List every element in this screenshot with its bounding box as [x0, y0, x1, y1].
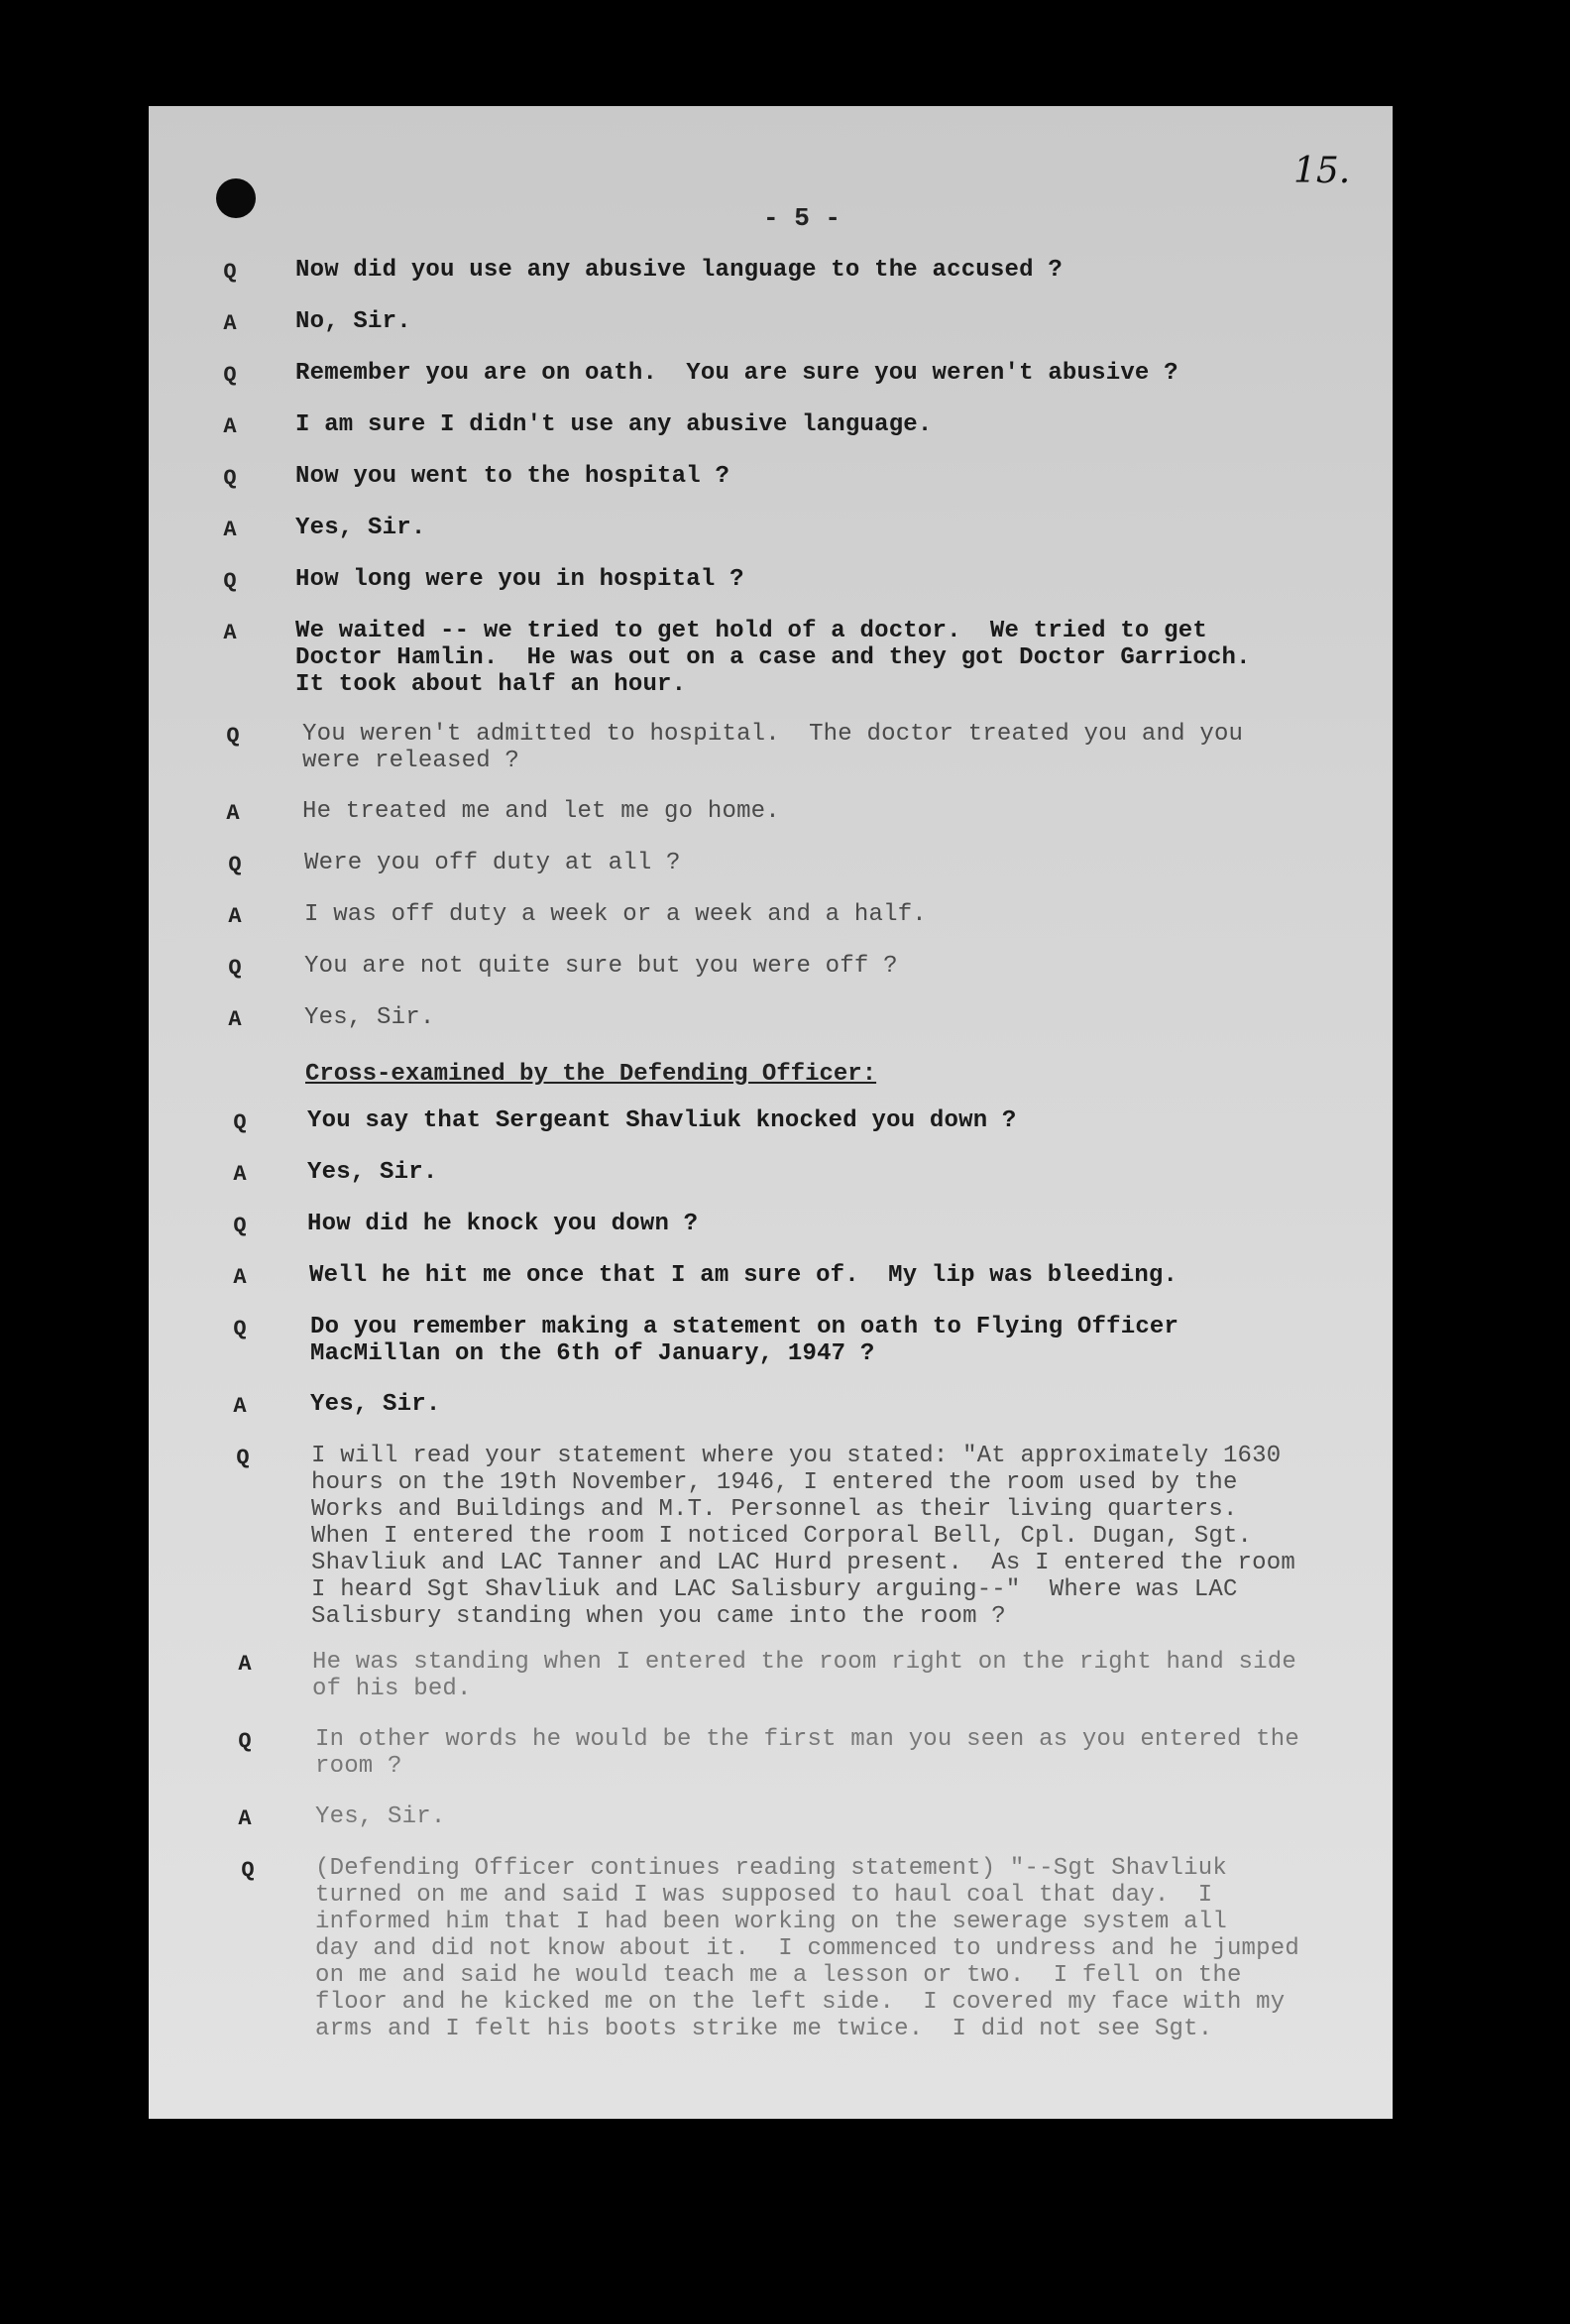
answer-text	[315, 1803, 445, 1830]
text-line: Works and Buildings and M.T. Personnel as their living quarters.	[311, 1496, 1238, 1523]
text-line: of his bed.	[312, 1676, 472, 1702]
question-text	[307, 1107, 1017, 1134]
text-line: Doctor Hamlin. He was out on a case and they got Doctor Garrioch.	[295, 644, 1251, 671]
text-line: MacMillan on the 6th of January, 1947 ?	[310, 1340, 875, 1367]
text-line: It took about half an hour.	[295, 671, 687, 698]
text-line: were released ?	[302, 748, 520, 774]
speaker-mark: A	[223, 621, 237, 645]
question-text	[295, 463, 729, 490]
speaker-mark: Q	[233, 1214, 247, 1238]
speaker-mark: A	[238, 1806, 252, 1831]
answer-text	[304, 901, 927, 928]
text-line: Yes, Sir.	[304, 1004, 435, 1031]
answer-text	[312, 1649, 1296, 1702]
question-text	[315, 1726, 1299, 1780]
question-text	[304, 953, 898, 980]
speaker-mark: Q	[241, 1858, 255, 1883]
question-text	[315, 1855, 1299, 2042]
speaker-mark: Q	[223, 466, 237, 491]
text-line: He was standing when I entered the room right on the right hand side	[312, 1649, 1296, 1676]
text-line: No, Sir.	[295, 308, 411, 335]
speaker-mark: Q	[226, 724, 240, 749]
speaker-mark: Q	[238, 1729, 252, 1754]
answer-text	[304, 1004, 434, 1031]
speaker-mark: Q	[223, 260, 237, 285]
text-line: I will read your statement where you stated: "At approximately 1630	[311, 1443, 1282, 1469]
text-line: Do you remember making a statement on oath to Flying Officer	[310, 1314, 1179, 1340]
question-text	[295, 257, 1063, 284]
speaker-mark: A	[233, 1394, 247, 1419]
question-text	[311, 1443, 1295, 1630]
text-line: How long were you in hospital ?	[295, 566, 744, 593]
text-line: room ?	[315, 1753, 402, 1780]
text-line: Yes, Sir.	[307, 1159, 438, 1186]
question-text	[307, 1211, 698, 1237]
answer-text	[302, 798, 780, 825]
speaker-mark: A	[223, 311, 237, 336]
question-text	[302, 721, 1243, 774]
text-line: Yes, Sir.	[310, 1391, 441, 1418]
text-line: informed him that I had been working on the sewerage system all	[315, 1909, 1227, 1935]
text-line: floor and he kicked me on the left side. I covered my face with my	[315, 1989, 1286, 2016]
text-line: I am sure I didn't use any abusive language.	[295, 411, 933, 438]
text-line: Now you went to the hospital ?	[295, 463, 730, 490]
text-line: Yes, Sir.	[295, 515, 426, 541]
speaker-mark: Q	[223, 363, 237, 388]
text-line: turned on me and said I was supposed to haul coal that day. I	[315, 1882, 1213, 1909]
speaker-mark: A	[233, 1162, 247, 1187]
text-line: Now did you use any abusive language to the accused ?	[295, 257, 1063, 284]
question-text	[295, 566, 744, 593]
text-line: I was off duty a week or a week and a half.	[304, 901, 927, 928]
text-line: day and did not know about it. I commenced to undress and he jumped	[315, 1935, 1299, 1962]
speaker-mark: Q	[228, 956, 242, 981]
text-line: Salisbury standing when you came into the room ?	[311, 1603, 1006, 1630]
answer-text	[295, 515, 425, 541]
speaker-mark: Q	[233, 1110, 247, 1135]
text-line: hours on the 19th November, 1946, I entered the room used by the	[311, 1469, 1238, 1496]
text-line: You weren't admitted to hospital. The doctor treated you and you	[302, 721, 1244, 748]
text-line: Remember you are on oath. You are sure you weren't abusive ?	[295, 360, 1178, 387]
speaker-mark: Q	[236, 1446, 250, 1470]
text-line: When I entered the room I noticed Corporal Bell, Cpl. Dugan, Sgt.	[311, 1523, 1253, 1550]
speaker-mark: A	[223, 414, 237, 439]
answer-text	[309, 1262, 1178, 1289]
text-line: He treated me and let me go home.	[302, 798, 780, 825]
text-line: Well he hit me once that I am sure of. My lip was bleeding.	[309, 1262, 1178, 1289]
page-header: - 5 -	[763, 203, 841, 233]
text-line: Shavliuk and LAC Tanner and LAC Hurd present. As I entered the room	[311, 1550, 1295, 1576]
speaker-mark: A	[233, 1265, 247, 1290]
speaker-mark: A	[228, 1007, 242, 1032]
text-line: Were you off duty at all ?	[304, 850, 681, 876]
question-text	[295, 360, 1178, 387]
answer-text	[307, 1159, 437, 1186]
punch-hole-mark	[216, 178, 256, 218]
speaker-mark: A	[226, 801, 240, 826]
speaker-mark: Q	[223, 569, 237, 594]
answer-text	[295, 618, 1251, 698]
text-line: on me and said he would teach me a lesson or two. I fell on the	[315, 1962, 1242, 1989]
question-text	[304, 850, 681, 876]
text-line: I heard Sgt Shavliuk and LAC Salisbury arguing--" Where was LAC	[311, 1576, 1238, 1603]
answer-text	[295, 308, 411, 335]
answer-text	[295, 411, 933, 438]
text-line: In other words he would be the first man you seen as you entered the	[315, 1726, 1299, 1753]
text-line: You are not quite sure but you were off ?	[304, 953, 898, 980]
text-line: How did he knock you down ?	[307, 1211, 699, 1237]
text-line: (Defending Officer continues reading statement) "--Sgt Shavliuk	[315, 1855, 1227, 1882]
question-text	[310, 1314, 1178, 1367]
text-line: We waited -- we tried to get hold of a doctor. We tried to get	[295, 618, 1207, 644]
speaker-mark: Q	[233, 1317, 247, 1341]
answer-text	[310, 1391, 440, 1418]
speaker-mark: A	[223, 518, 237, 542]
handwritten-page-number: 15.	[1293, 151, 1351, 191]
speaker-mark: Q	[228, 853, 242, 877]
speaker-mark: A	[238, 1652, 252, 1677]
section-heading: Cross-examined by the Defending Officer:	[305, 1061, 877, 1088]
text-line: arms and I felt his boots strike me twice. I did not see Sgt.	[315, 2016, 1213, 2042]
speaker-mark: A	[228, 904, 242, 929]
text-line: Yes, Sir.	[315, 1803, 446, 1830]
text-line: You say that Sergeant Shavliuk knocked you down ?	[307, 1107, 1017, 1134]
